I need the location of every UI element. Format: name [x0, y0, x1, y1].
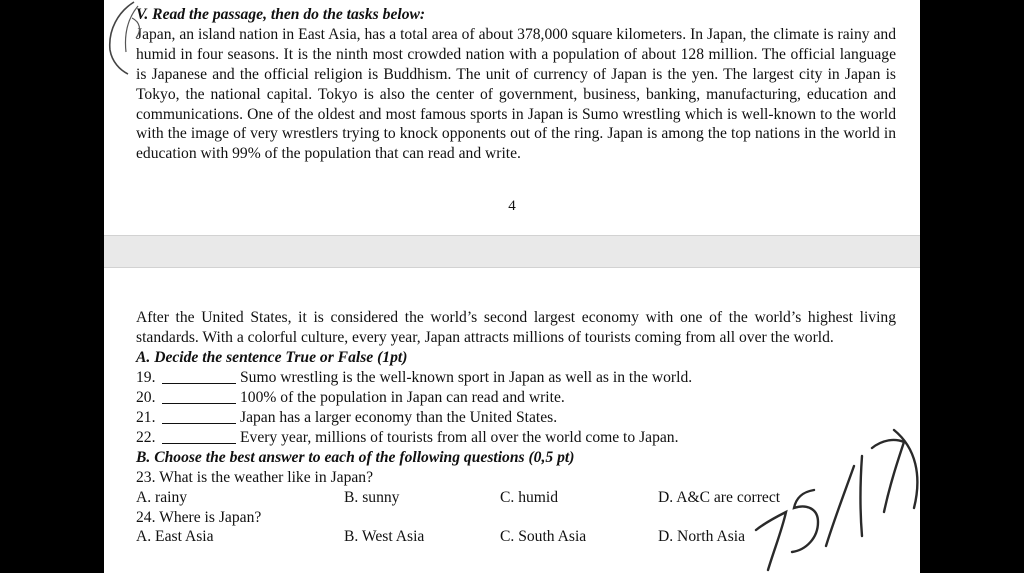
option-c[interactable]: C. South Asia — [500, 528, 587, 546]
handwritten-mark-left — [104, 0, 144, 80]
question-24: 24. Where is Japan? — [136, 508, 262, 526]
page-number: 4 — [508, 198, 516, 214]
item-text: Sumo wrestling is the well-known sport in Japan as well as in the world. — [240, 368, 693, 386]
document-page-top — [104, 0, 920, 235]
option-a[interactable]: A. East Asia — [136, 528, 214, 546]
option-a[interactable]: A. rainy — [136, 488, 188, 506]
item-number: 22. — [136, 428, 156, 446]
option-b[interactable]: B. sunny — [344, 488, 400, 506]
item-number: 19. — [136, 368, 156, 386]
option-c[interactable]: C. humid — [500, 488, 559, 506]
item-number: 20. — [136, 388, 156, 406]
item-number: 21. — [136, 408, 156, 426]
option-d[interactable]: D. North Asia — [658, 528, 746, 546]
page-separator — [104, 235, 920, 268]
section-v-block — [136, 5, 896, 164]
item-text: Japan has a larger economy than the United States. — [240, 408, 558, 426]
item-text: 100% of the population in Japan can read and write. — [240, 388, 565, 406]
answer-blank[interactable] — [162, 403, 236, 404]
answer-blank[interactable] — [162, 423, 236, 424]
question-23: 23. What is the weather like in Japan? — [136, 468, 374, 486]
option-d[interactable]: D. A&C are correct — [658, 488, 781, 506]
passage-paragraph-2: After the United States, it is considered the world’s second largest economy with one of the world’s highest living standards. With a colorful culture, every year, Japan attracts millions of tourists coming from all over the world. — [136, 309, 896, 346]
section-v-heading: V. Read the passage, then do the tasks below: — [136, 6, 426, 23]
item-text: Every year, millions of tourists from all over the world come to Japan. — [240, 428, 679, 446]
answer-blank[interactable] — [162, 383, 236, 384]
part-b-heading: B. Choose the best answer to each of the following questions (0,5 pt) — [136, 448, 575, 466]
true-false-item — [136, 368, 896, 388]
passage-paragraph-1: Japan, an island nation in East Asia, has a total area of about 378,000 square kilometers. In Japan, the climate is rainy and humid in four seasons. It is the ninth most crowded nation with a population of about 128 million. The official language is Japanese and the official religion is Buddhism. The unit of currency of Japan is the yen. The largest city in Japan is Tokyo, the national capital. Tokyo is also the center of government, business, banking, manufacturing, education and communications. One of the oldest and most famous sports in Japan is Sumo wrestling which is well-known to the world with the image of very wrestlers trying to knock opponents out of the ring. Japan is among the top nations in the world in education with 99% of the population that can read and write. — [136, 25, 896, 163]
true-false-item — [136, 388, 896, 408]
part-a-heading: A. Decide the sentence True or False (1pt) — [136, 348, 408, 366]
option-b[interactable]: B. West Asia — [344, 528, 425, 546]
handwritten-score — [744, 412, 924, 573]
answer-blank[interactable] — [162, 443, 236, 444]
